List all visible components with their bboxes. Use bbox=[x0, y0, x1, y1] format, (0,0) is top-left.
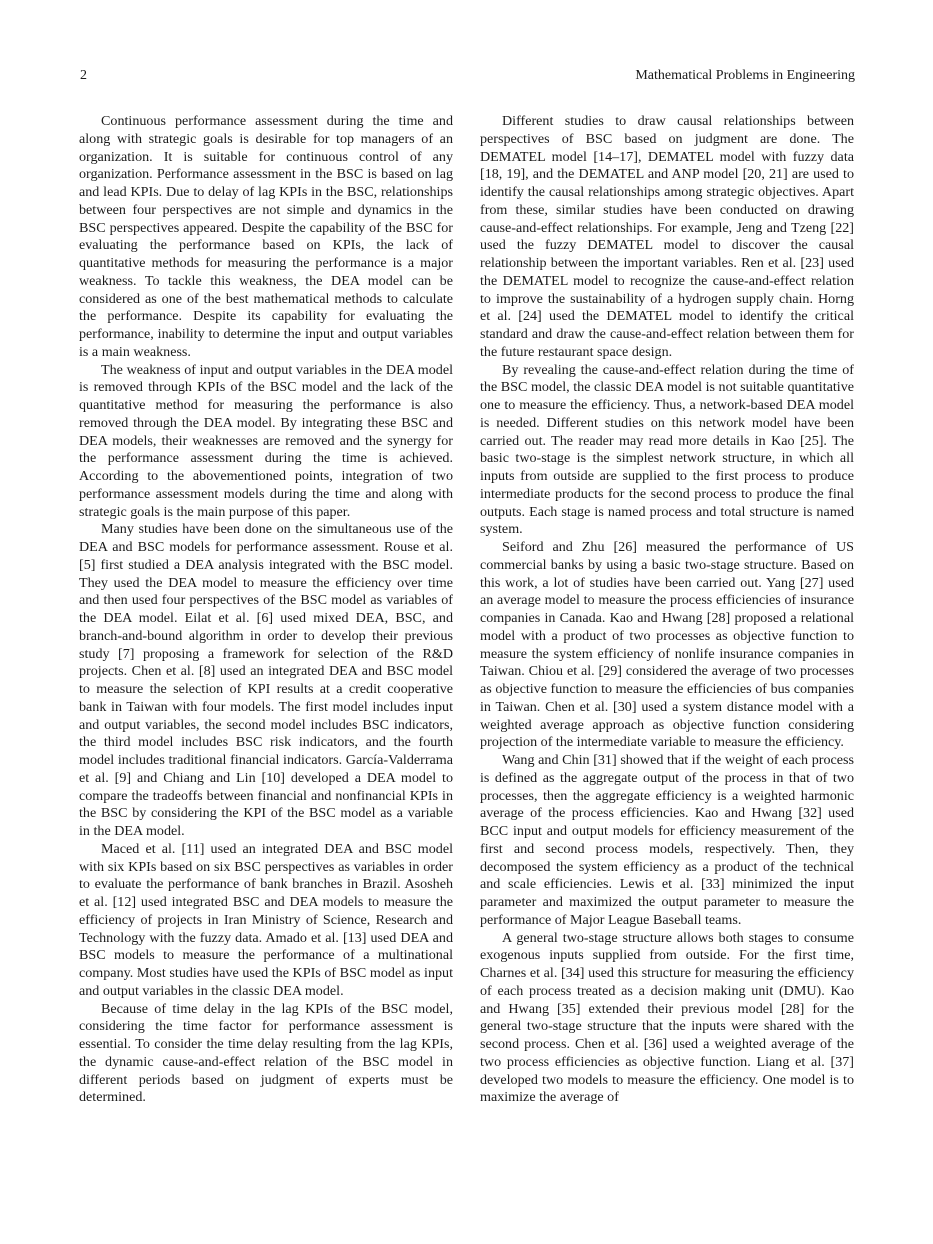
paragraph: Many studies have been done on the simultaneous use of the DEA and BSC models for performance assessment. Rouse et al. [5] first studied a DEA analysis integrated with the BSC model. They used the DEA model to measure the efficiency over time and then used four perspectives of the BSC model as variables of the DEA model. Eilat et al. [6] used mixed DEA, BSC, and branch-and-bound algorithm in order to develop their previous study [7] proposing a framework for selection of the R&D projects. Chen et al. [8] used an integrated DEA and BSC model to measure the selection of KPI results at a credit cooperative bank in Taiwan with four models. The first model includes input and output variables, the second model includes BSC indicators, the third model includes BSC risk indicators, and the fourth model includes traditional financial indicators. García-Valderrama et al. [9] and Chiang and Lin [10] developed a DEA model to compare the tradeoffs between financial and nonfinancial KPIs in the BSC by considering the KPI of the BSC model as a variable in the DEA model. bbox=[79, 521, 453, 839]
paragraph: Wang and Chin [31] showed that if the weight of each process is defined as the aggregate output of the process in that of two processes, then the aggregate efficiency is a weighted harmonic average of the process efficiencies. Kao and Hwang [32] used BCC input and output models for efficiency measurement of the first and second process models, respectively. Then, they decomposed the system efficiency as a product of the technical and scale efficiencies. Lewis et al. [33] minimized the input parameter and maximized the output parameter to measure the performance of Major League Baseball teams. bbox=[480, 752, 854, 928]
paragraph: Maced et al. [11] used an integrated DEA and BSC model with six KPIs based on six BSC perspectives as variables in order to evaluate the performance of bank branches in Brazil. Asosheh et al. [12] used integrated BSC and DEA models to measure the efficiency of projects in Iran Ministry of Science, Research and Technology with the fuzzy data. Amado et al. [13] used DEA and BSC models to measure the performance of a multinational company. Most studies have used the KPIs of BSC model as input and output variables in the classic DEA model. bbox=[79, 840, 453, 999]
left-column bbox=[79, 113, 453, 1107]
paragraph: The weakness of input and output variables in the DEA model is removed through KPIs of the BSC model and the lack of the quantitative method for measuring the performance is also removed through the DEA model. By integrating these BSC and DEA models, their weaknesses are removed and the synergy for the performance assessment during the time is achieved. According to the abovementioned points, integration of two performance assessment models during the time and along with strategic goals is the main purpose of this paper. bbox=[79, 361, 453, 520]
paragraph: By revealing the cause-and-effect relation during the time of the BSC model, the classic DEA model is not suitable quantitative one to measure the efficiency. Thus, a network-based DEA model is needed. Different studies on this network model have been carried out. The reader may read more details in Kao [25]. The basic two-stage is the simplest network structure, in which all inputs from outside are supplied to the first process to produce intermediate products for the second process to produce the final outputs. Each stage is named process and total structure is named system. bbox=[480, 361, 854, 538]
paragraph: A general two-stage structure allows both stages to consume exogenous inputs supplied from outside. For the first time, Charnes et al. [34] used this structure for measuring the efficiency of each process treated as a decision making unit (DMU). Kao and Hwang [35] extended their previous model [28] for the general two-stage structure that the inputs were shared with the second process. Chen et al. [36] used a weighted average of the two process efficiencies as objective function. Liang et al. [37] developed two models to measure the efficiency. One model is to maximize the average of bbox=[480, 929, 854, 1106]
page-number: 2 bbox=[80, 68, 87, 83]
page-header bbox=[80, 66, 855, 86]
paragraph: Seiford and Zhu [26] measured the performance of US commercial banks by using a basic two-stage structure. Based on this work, a lot of studies have been carried out. Yang [27] used an average model to measure the process efficiencies of insurance companies in Canada. Kao and Hwang [28] proposed a relational model with a product of two processes as objective function to measure the system efficiency of nonlife insurance companies in Taiwan. Chiou et al. [29] considered the average of two processes as objective function to measure the efficiencies of bus companies in Taiwan. Chen et al. [30] used a system distance model with a weighted average approach as objective function considering projection of the intermediate variable to measure the efficiency. bbox=[480, 539, 854, 751]
paragraph: Different studies to draw causal relationships between perspectives of BSC based on judgment are done. The DEMATEL model [14–17], DEMATEL model with fuzzy data [18, 19], and the DEMATEL and ANP model [20, 21] are used to identify the causal relationships among strategic objectives. Apart from these, similar studies have been conducted on drawing cause-and-effect relationships. For example, Jeng and Tzeng [22] used the fuzzy DEMATEL model to discover the causal relationship between the important variables. Ren et al. [23] used the DEMATEL model to recognize the cause-and-effect relation to improve the sustainability of a hydrogen supply chain. Horng et al. [24] used the DEMATEL model to identify the critical standard and draw the cause-and-effect relation between them for the future restaurant space design. bbox=[480, 113, 854, 360]
paragraph: Continuous performance assessment during the time and along with strategic goals is desirable for top managers of an organization. It is suitable for continuous control of any organization. Performance assessment in the BSC is based on lag and lead KPIs. Due to delay of lag KPIs in the BSC, relationships between four perspectives are not simple and dynamics in the BSC perspectives appeared. Despite the capability of the BSC for evaluating the performance based on KPIs, the lack of quantitative methods for measuring the performance is a major weakness. To tackle this weakness, the DEA model can be considered as one of the best mathematical methods to calculate the performance. Despite its capability for evaluating the performance, inability to determine the input and output variables is a main weakness. bbox=[79, 113, 453, 360]
right-column bbox=[480, 113, 854, 1107]
journal-title: Mathematical Problems in Engineering bbox=[635, 68, 855, 83]
paragraph: Because of time delay in the lag KPIs of the BSC model, considering the time factor for performance assessment is essential. To consider the time delay resulting from the lag KPIs, the dynamic cause-and-effect relation of the BSC model in different periods based on judgment of experts must be determined. bbox=[79, 1000, 453, 1106]
